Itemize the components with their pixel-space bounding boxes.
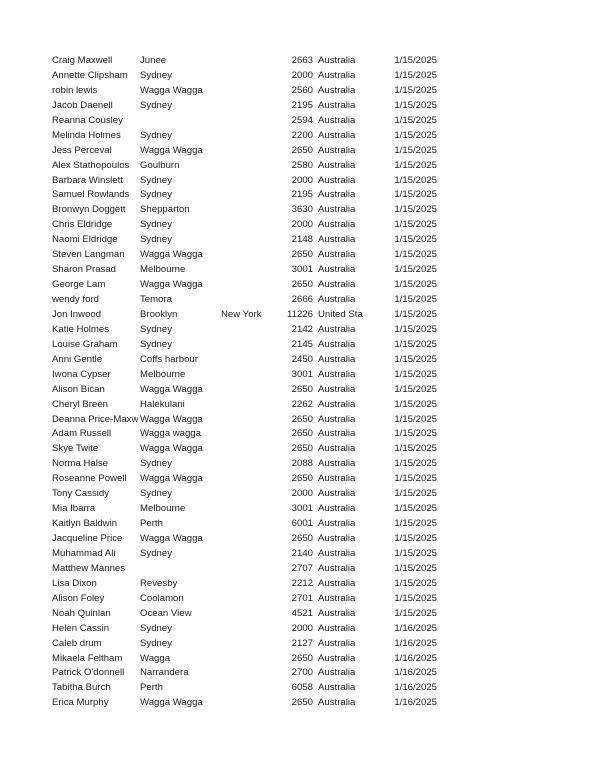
postcode-cell: 6001 bbox=[291, 518, 313, 530]
country-cell: Australia bbox=[318, 219, 356, 231]
country-cell: Australia bbox=[318, 443, 356, 455]
country-cell: Australia bbox=[318, 338, 356, 350]
name-cell: robin lewis bbox=[52, 84, 98, 96]
postcode-cell: 11226 bbox=[287, 308, 313, 320]
table-row bbox=[0, 398, 600, 413]
state-cell: New York bbox=[221, 308, 262, 320]
date-cell: 1/15/2025 bbox=[394, 413, 437, 425]
name-cell: Roseanne Powell bbox=[52, 473, 127, 485]
name-cell: Patrick O'donnell bbox=[52, 667, 125, 679]
city-cell: Brooklyn bbox=[140, 308, 178, 320]
country-cell: Australia bbox=[318, 592, 356, 604]
postcode-cell: 2000 bbox=[291, 69, 313, 81]
postcode-cell: 2088 bbox=[291, 458, 313, 470]
name-cell: Alison Bican bbox=[52, 383, 105, 395]
country-cell: Australia bbox=[318, 473, 356, 485]
date-cell: 1/16/2025 bbox=[394, 667, 437, 679]
city-cell: Wagga Wagga bbox=[140, 533, 203, 544]
name-cell: Jacob Daenell bbox=[52, 99, 113, 111]
table-row bbox=[0, 532, 600, 547]
postcode-cell: 2663 bbox=[291, 55, 313, 66]
country-cell: Australia bbox=[318, 562, 356, 574]
name-cell: Reanna Cousley bbox=[52, 114, 123, 126]
name-cell: Jess Perceval bbox=[52, 144, 112, 156]
date-cell: 1/15/2025 bbox=[394, 473, 437, 485]
country-cell: Australia bbox=[318, 69, 356, 81]
city-cell: Sydney bbox=[140, 99, 172, 111]
country-cell: Australia bbox=[318, 622, 356, 634]
date-cell: 1/15/2025 bbox=[394, 129, 437, 141]
name-cell: Tony Cassidy bbox=[52, 488, 110, 500]
name-cell: Melinda Holmes bbox=[52, 129, 121, 141]
name-cell: Muhammad Ali bbox=[52, 547, 116, 559]
date-cell: 1/15/2025 bbox=[394, 114, 437, 126]
table-row bbox=[0, 562, 600, 577]
city-cell: Sydney bbox=[140, 189, 172, 201]
city-cell: Temora bbox=[140, 294, 172, 305]
table-row bbox=[0, 517, 600, 532]
country-cell: Australia bbox=[318, 383, 356, 395]
country-cell: Australia bbox=[318, 607, 356, 619]
name-cell: Steven Langman bbox=[52, 249, 125, 261]
country-cell: Australia bbox=[318, 667, 356, 679]
name-cell: Katie Holmes bbox=[52, 323, 110, 335]
city-cell: Sydney bbox=[140, 488, 172, 500]
postcode-cell: 2140 bbox=[291, 547, 313, 559]
date-cell: 1/15/2025 bbox=[394, 323, 437, 335]
date-cell: 1/15/2025 bbox=[394, 518, 437, 530]
table-row bbox=[0, 383, 600, 398]
table-row bbox=[0, 622, 600, 637]
postcode-cell: 3630 bbox=[291, 204, 313, 216]
table-row bbox=[0, 472, 600, 487]
table-row bbox=[0, 442, 600, 457]
table-row bbox=[0, 696, 600, 711]
city-cell: Wagga Wagga bbox=[140, 697, 203, 709]
date-cell: 1/15/2025 bbox=[394, 338, 437, 350]
name-cell: Bronwyn Doggett bbox=[52, 204, 126, 216]
postcode-cell: 2580 bbox=[291, 159, 313, 171]
postcode-cell: 2195 bbox=[291, 99, 313, 111]
table-row bbox=[0, 457, 600, 472]
city-cell: Halekulani bbox=[140, 398, 185, 410]
country-cell: Australia bbox=[318, 144, 356, 156]
name-cell: Cheryl Breen bbox=[52, 398, 108, 410]
table-row bbox=[0, 159, 600, 174]
date-cell: 1/15/2025 bbox=[394, 443, 437, 455]
table-row bbox=[0, 547, 600, 562]
city-cell: Sydney bbox=[140, 637, 172, 649]
date-cell: 1/15/2025 bbox=[394, 562, 437, 574]
country-cell: Australia bbox=[318, 697, 356, 709]
date-cell: 1/15/2025 bbox=[394, 189, 437, 201]
date-cell: 1/15/2025 bbox=[394, 279, 437, 291]
city-cell: Melbourne bbox=[140, 368, 186, 380]
country-cell: Australia bbox=[318, 159, 356, 171]
table-row bbox=[0, 338, 600, 353]
country-cell: Australia bbox=[318, 204, 356, 216]
city-cell: Sydney bbox=[140, 69, 172, 81]
country-cell: Australia bbox=[318, 533, 356, 544]
name-cell: Iwona Cypser bbox=[52, 368, 111, 380]
name-cell: Samuel Rowlands bbox=[52, 189, 130, 201]
date-cell: 1/15/2025 bbox=[394, 607, 437, 619]
city-cell: Wagga Wagga bbox=[140, 249, 203, 261]
name-cell: Helen Cassin bbox=[52, 622, 110, 634]
city-cell: Sydney bbox=[140, 129, 172, 141]
name-cell: Barbara Winslett bbox=[52, 174, 123, 186]
date-cell: 1/15/2025 bbox=[394, 577, 437, 589]
postcode-cell: 2650 bbox=[291, 652, 313, 664]
postcode-cell: 2000 bbox=[291, 219, 313, 231]
date-cell: 1/15/2025 bbox=[394, 398, 437, 410]
postcode-cell: 2450 bbox=[291, 353, 313, 365]
name-cell: Norma Halse bbox=[52, 458, 108, 470]
date-cell: 1/15/2025 bbox=[394, 249, 437, 261]
date-cell: 1/15/2025 bbox=[394, 353, 437, 365]
table-row bbox=[0, 293, 600, 308]
city-cell: Sydney bbox=[140, 338, 172, 350]
table-row bbox=[0, 248, 600, 263]
city-cell: Junee bbox=[140, 55, 167, 66]
postcode-cell: 2700 bbox=[291, 667, 313, 679]
date-cell: 1/15/2025 bbox=[394, 533, 437, 544]
city-cell: Coffs harbour bbox=[140, 353, 198, 365]
table-row bbox=[0, 368, 600, 383]
date-cell: 1/15/2025 bbox=[394, 308, 437, 320]
date-cell: 1/15/2025 bbox=[394, 219, 437, 231]
table-row bbox=[0, 54, 600, 69]
table-row bbox=[0, 577, 600, 592]
city-cell: Sydney bbox=[140, 219, 172, 231]
name-cell: Mia Ibarra bbox=[52, 503, 96, 515]
date-cell: 1/16/2025 bbox=[394, 697, 437, 709]
postcode-cell: 2650 bbox=[291, 383, 313, 395]
table-row bbox=[0, 233, 600, 248]
table-row bbox=[0, 487, 600, 502]
name-cell: Noah Quinlan bbox=[52, 607, 111, 619]
country-cell: Australia bbox=[318, 189, 356, 201]
date-cell: 1/15/2025 bbox=[394, 383, 437, 395]
country-cell: Australia bbox=[318, 294, 356, 305]
date-cell: 1/15/2025 bbox=[394, 547, 437, 559]
postcode-cell: 2650 bbox=[291, 473, 313, 485]
name-cell: Alex Stathopoulos bbox=[52, 159, 130, 171]
city-cell: Melbourne bbox=[140, 503, 186, 515]
country-cell: Australia bbox=[318, 458, 356, 470]
table-row bbox=[0, 502, 600, 517]
postcode-cell: 2145 bbox=[291, 338, 313, 350]
table-row bbox=[0, 203, 600, 218]
table-row bbox=[0, 263, 600, 278]
postcode-cell: 2650 bbox=[291, 144, 313, 156]
table-row bbox=[0, 427, 600, 442]
city-cell: Revesby bbox=[140, 577, 178, 589]
date-cell: 1/15/2025 bbox=[394, 294, 437, 305]
city-cell: Coolamon bbox=[140, 592, 184, 604]
date-cell: 1/16/2025 bbox=[394, 622, 437, 634]
country-cell: Australia bbox=[318, 682, 356, 694]
postcode-cell: 2701 bbox=[291, 592, 313, 604]
name-cell: Jacqueline Price bbox=[52, 533, 123, 544]
table-row bbox=[0, 666, 600, 681]
city-cell: Narrandera bbox=[140, 667, 189, 679]
name-cell: Skye Twite bbox=[52, 443, 99, 455]
postcode-cell: 2707 bbox=[291, 562, 313, 574]
date-cell: 1/15/2025 bbox=[394, 234, 437, 246]
postcode-cell: 2666 bbox=[291, 294, 313, 305]
postcode-cell: 6058 bbox=[291, 682, 313, 694]
date-cell: 1/15/2025 bbox=[394, 458, 437, 470]
city-cell: Wagga Wagga bbox=[140, 443, 203, 455]
name-cell: Chris Eldridge bbox=[52, 219, 113, 231]
date-cell: 1/15/2025 bbox=[394, 204, 437, 216]
country-cell: Australia bbox=[318, 99, 356, 111]
postcode-cell: 2195 bbox=[291, 189, 313, 201]
postcode-cell: 2000 bbox=[291, 174, 313, 186]
table-row bbox=[0, 592, 600, 607]
table-row bbox=[0, 652, 600, 667]
postcode-cell: 2650 bbox=[291, 428, 313, 440]
country-cell: Australia bbox=[318, 353, 356, 365]
country-cell: Australia bbox=[318, 547, 356, 559]
city-cell: Wagga wagga bbox=[140, 428, 201, 440]
country-cell: Australia bbox=[318, 249, 356, 261]
date-cell: 1/15/2025 bbox=[394, 174, 437, 186]
date-cell: 1/15/2025 bbox=[394, 592, 437, 604]
postcode-cell: 2650 bbox=[291, 443, 313, 455]
city-cell: Wagga Wagga bbox=[140, 84, 203, 96]
table-row bbox=[0, 84, 600, 99]
country-cell: United Sta bbox=[318, 308, 363, 320]
name-cell: Lisa Dixon bbox=[52, 577, 97, 589]
table-row bbox=[0, 129, 600, 144]
postcode-cell: 2142 bbox=[291, 323, 313, 335]
country-cell: Australia bbox=[318, 174, 356, 186]
city-cell: Sydney bbox=[140, 622, 172, 634]
city-cell: Sydney bbox=[140, 547, 172, 559]
postcode-cell: 2148 bbox=[291, 234, 313, 246]
city-cell: Sydney bbox=[140, 458, 172, 470]
name-cell: Caleb drum bbox=[52, 637, 102, 649]
name-cell: Anni Gentle bbox=[52, 353, 103, 365]
postcode-cell: 2127 bbox=[291, 637, 313, 649]
postcode-cell: 2560 bbox=[291, 84, 313, 96]
city-cell: Sydney bbox=[140, 174, 172, 186]
date-cell: 1/16/2025 bbox=[394, 637, 437, 649]
country-cell: Australia bbox=[318, 637, 356, 649]
country-cell: Australia bbox=[318, 503, 356, 515]
date-cell: 1/15/2025 bbox=[394, 99, 437, 111]
country-cell: Australia bbox=[318, 652, 356, 664]
table-row bbox=[0, 413, 600, 428]
date-cell: 1/15/2025 bbox=[394, 488, 437, 500]
table-row bbox=[0, 99, 600, 114]
name-cell: Alison Foley bbox=[52, 592, 105, 604]
name-cell: Matthew Mannes bbox=[52, 562, 126, 574]
postcode-cell: 2000 bbox=[291, 488, 313, 500]
city-cell: Wagga Wagga bbox=[140, 473, 203, 485]
name-cell: Tabitha Burch bbox=[52, 682, 111, 694]
name-cell: Deanna Price-Maxw bbox=[52, 413, 138, 425]
city-cell: Sydney bbox=[140, 323, 172, 335]
country-cell: Australia bbox=[318, 518, 356, 530]
name-cell: Adam Russell bbox=[52, 428, 112, 440]
postcode-cell: 3001 bbox=[291, 264, 313, 276]
city-cell: Ocean View bbox=[140, 607, 192, 619]
table-row bbox=[0, 681, 600, 696]
table-row bbox=[0, 637, 600, 652]
postcode-cell: 2650 bbox=[291, 697, 313, 709]
country-cell: Australia bbox=[318, 279, 356, 291]
city-cell: Wagga Wagga bbox=[140, 279, 203, 291]
date-cell: 1/15/2025 bbox=[394, 144, 437, 156]
postcode-cell: 3001 bbox=[291, 368, 313, 380]
postcode-cell: 2000 bbox=[291, 622, 313, 634]
city-cell: Perth bbox=[140, 518, 163, 530]
name-cell: Craig Maxwell bbox=[52, 55, 113, 66]
country-cell: Australia bbox=[318, 114, 356, 126]
postcode-cell: 2650 bbox=[291, 249, 313, 261]
country-cell: Australia bbox=[318, 413, 356, 425]
country-cell: Australia bbox=[318, 84, 356, 96]
table-row bbox=[0, 144, 600, 159]
name-cell: Naomi Eldridge bbox=[52, 234, 118, 246]
country-cell: Australia bbox=[318, 428, 356, 440]
country-cell: Australia bbox=[318, 488, 356, 500]
table-row bbox=[0, 114, 600, 129]
city-cell: Shepparton bbox=[140, 204, 190, 216]
postcode-cell: 2212 bbox=[291, 577, 313, 589]
city-cell: Perth bbox=[140, 682, 163, 694]
table-row bbox=[0, 174, 600, 189]
date-cell: 1/15/2025 bbox=[394, 55, 437, 66]
country-cell: Australia bbox=[318, 129, 356, 141]
country-cell: Australia bbox=[318, 55, 356, 66]
city-cell: Wagga Wagga bbox=[140, 413, 203, 425]
postcode-cell: 3001 bbox=[291, 503, 313, 515]
date-cell: 1/15/2025 bbox=[394, 428, 437, 440]
date-cell: 1/16/2025 bbox=[394, 682, 437, 694]
postcode-cell: 2200 bbox=[291, 129, 313, 141]
country-cell: Australia bbox=[318, 234, 356, 246]
name-cell: Erica Murphy bbox=[52, 697, 109, 709]
data-table bbox=[0, 54, 600, 711]
name-cell: wendy ford bbox=[52, 294, 99, 305]
name-cell: George Lam bbox=[52, 279, 106, 291]
country-cell: Australia bbox=[318, 577, 356, 589]
city-cell: Wagga Wagga bbox=[140, 144, 203, 156]
postcode-cell: 4521 bbox=[291, 607, 313, 619]
name-cell: Jon Inwood bbox=[52, 308, 102, 320]
name-cell: Louise Graham bbox=[52, 338, 118, 350]
table-row bbox=[0, 218, 600, 233]
city-cell: Wagga Wagga bbox=[140, 383, 203, 395]
country-cell: Australia bbox=[318, 368, 356, 380]
table-row bbox=[0, 607, 600, 622]
postcode-cell: 2650 bbox=[291, 533, 313, 544]
date-cell: 1/15/2025 bbox=[394, 264, 437, 276]
name-cell: Mikaela Feltham bbox=[52, 652, 123, 664]
table-row bbox=[0, 278, 600, 293]
city-cell: Melbourne bbox=[140, 264, 186, 276]
date-cell: 1/15/2025 bbox=[394, 503, 437, 515]
date-cell: 1/15/2025 bbox=[394, 69, 437, 81]
table-row bbox=[0, 353, 600, 368]
postcode-cell: 2262 bbox=[291, 398, 313, 410]
country-cell: Australia bbox=[318, 264, 356, 276]
date-cell: 1/16/2025 bbox=[394, 652, 437, 664]
postcode-cell: 2650 bbox=[291, 413, 313, 425]
name-cell: Annette Clipsham bbox=[52, 69, 128, 81]
country-cell: Australia bbox=[318, 323, 356, 335]
date-cell: 1/15/2025 bbox=[394, 368, 437, 380]
table-row bbox=[0, 308, 600, 323]
country-cell: Australia bbox=[318, 398, 356, 410]
postcode-cell: 2650 bbox=[291, 279, 313, 291]
name-cell: Kaitlyn Baldwin bbox=[52, 518, 118, 530]
postcode-cell: 2594 bbox=[291, 114, 313, 126]
table-row bbox=[0, 69, 600, 84]
date-cell: 1/15/2025 bbox=[394, 84, 437, 96]
city-cell: Goulburn bbox=[140, 159, 180, 171]
city-cell: Wagga bbox=[140, 652, 171, 664]
city-cell: Sydney bbox=[140, 234, 172, 246]
date-cell: 1/15/2025 bbox=[394, 159, 437, 171]
table-row bbox=[0, 323, 600, 338]
name-cell: Sharon Prasad bbox=[52, 264, 116, 276]
table-row bbox=[0, 188, 600, 203]
